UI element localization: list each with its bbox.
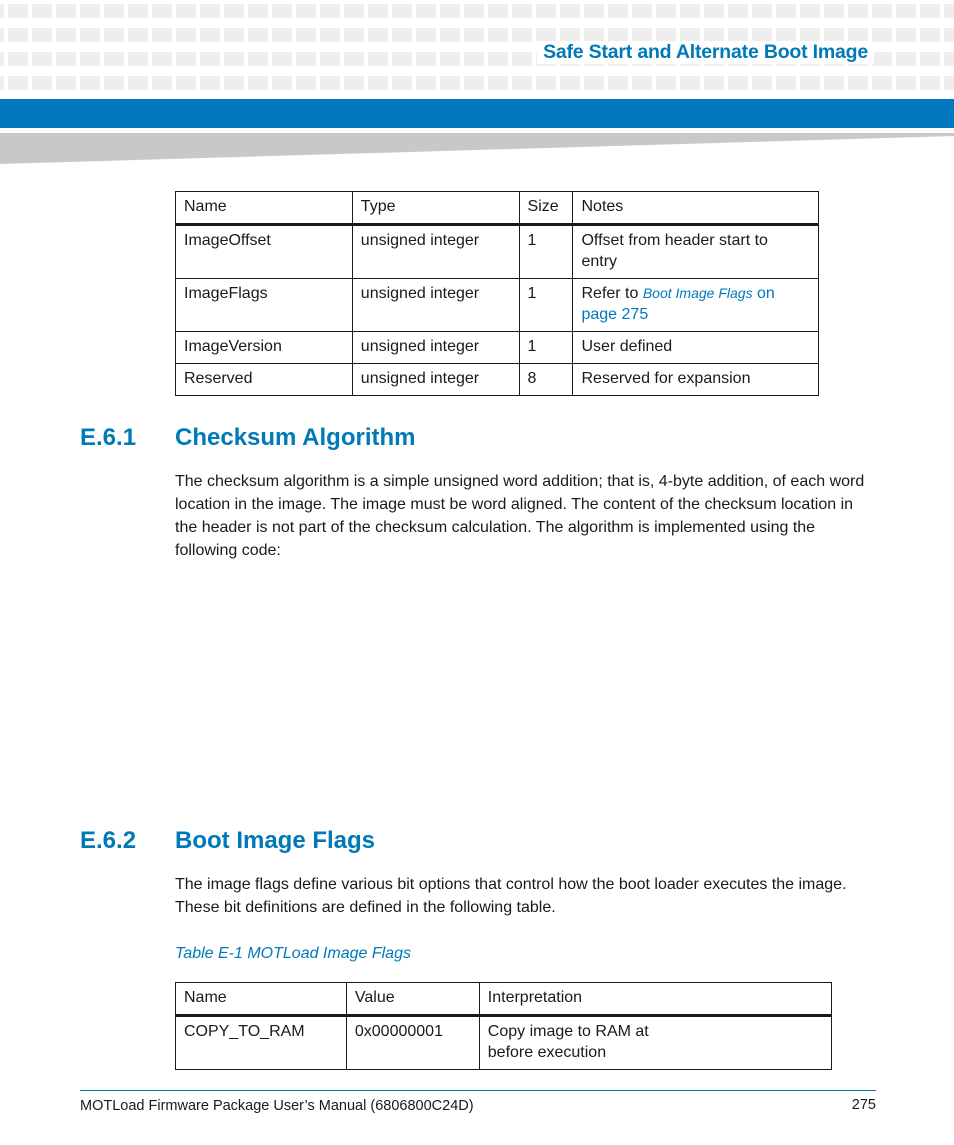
cell-size: 1 [519, 225, 573, 279]
column-header: Value [346, 983, 479, 1016]
cell-type: unsigned integer [352, 364, 519, 396]
boot-image-flags-link[interactable]: Boot Image Flags [642, 285, 753, 301]
cell-size: 1 [519, 279, 573, 332]
cell-notes: Reserved for expansion [573, 364, 819, 396]
header-blue-bar [0, 99, 954, 128]
notes-line1: Offset from header start to [581, 232, 768, 249]
column-header: Name [176, 192, 353, 225]
table-row [176, 1016, 832, 1070]
cell-interpretation [479, 1016, 831, 1070]
cell-size: 1 [519, 332, 573, 364]
section-title: Checksum Algorithm [175, 424, 416, 451]
cell-name: ImageOffset [176, 225, 353, 279]
gray-wedge-shape [0, 133, 954, 164]
footer-rule [80, 1090, 876, 1091]
cell-name: ImageVersion [176, 332, 353, 364]
notes-suffix-link[interactable]: on [752, 285, 775, 302]
header-gray-wedge [0, 128, 954, 164]
cell-size: 8 [519, 364, 573, 396]
table-row [176, 279, 819, 332]
table-header-row [176, 983, 832, 1016]
image-flags-table [175, 982, 832, 1070]
interp-line2: before execution [487, 1044, 607, 1061]
notes-prefix: Refer to [581, 285, 643, 302]
column-header: Notes [573, 192, 819, 225]
cell-notes: User defined [573, 332, 819, 364]
footer-page-number: 275 [851, 1097, 876, 1113]
cell-notes [573, 225, 819, 279]
column-header: Name [176, 983, 347, 1016]
table-row [176, 225, 819, 279]
table-row [176, 332, 819, 364]
table-header-row [176, 192, 819, 225]
section-paragraph: The image flags define various bit options that control how the boot loader executes the image. These bit definitions are defined in the following table. [175, 876, 847, 916]
image-header-table [175, 191, 819, 396]
column-header: Interpretation [479, 983, 831, 1016]
table-caption: Table E-1 MOTLoad Image Flags [175, 945, 411, 962]
running-header-title: Safe Start and Alternate Boot Image [537, 41, 874, 64]
section-paragraph: The checksum algorithm is a simple unsigned word addition; that is, 4-byte addition, of each word location in the image. The image must be word aligned. The content of the checksum location in the header is not part of the checksum calculation. The algorithm is implemented using the following code: [175, 473, 865, 559]
cell-name: Reserved [176, 364, 353, 396]
table-row [176, 364, 819, 396]
interp-line1: Copy image to RAM at [487, 1023, 649, 1040]
page-reference-link[interactable]: page 275 [581, 306, 649, 323]
section-number: E.6.1 [80, 424, 137, 451]
cell-type: unsigned integer [352, 279, 519, 332]
footer-manual-title: MOTLoad Firmware Package User’s Manual (6806800C24D) [80, 1098, 474, 1114]
section-title: Boot Image Flags [175, 827, 376, 854]
column-header: Type [352, 192, 519, 225]
cell-type: unsigned integer [352, 332, 519, 364]
cell-name: ImageFlags [176, 279, 353, 332]
cell-notes [573, 279, 819, 332]
notes-line2: entry [581, 253, 618, 270]
cell-type: unsigned integer [352, 225, 519, 279]
cell-value: 0x00000001 [346, 1016, 479, 1070]
column-header: Size [519, 192, 573, 225]
cell-name: COPY_TO_RAM [176, 1016, 347, 1070]
section-number: E.6.2 [80, 827, 137, 854]
